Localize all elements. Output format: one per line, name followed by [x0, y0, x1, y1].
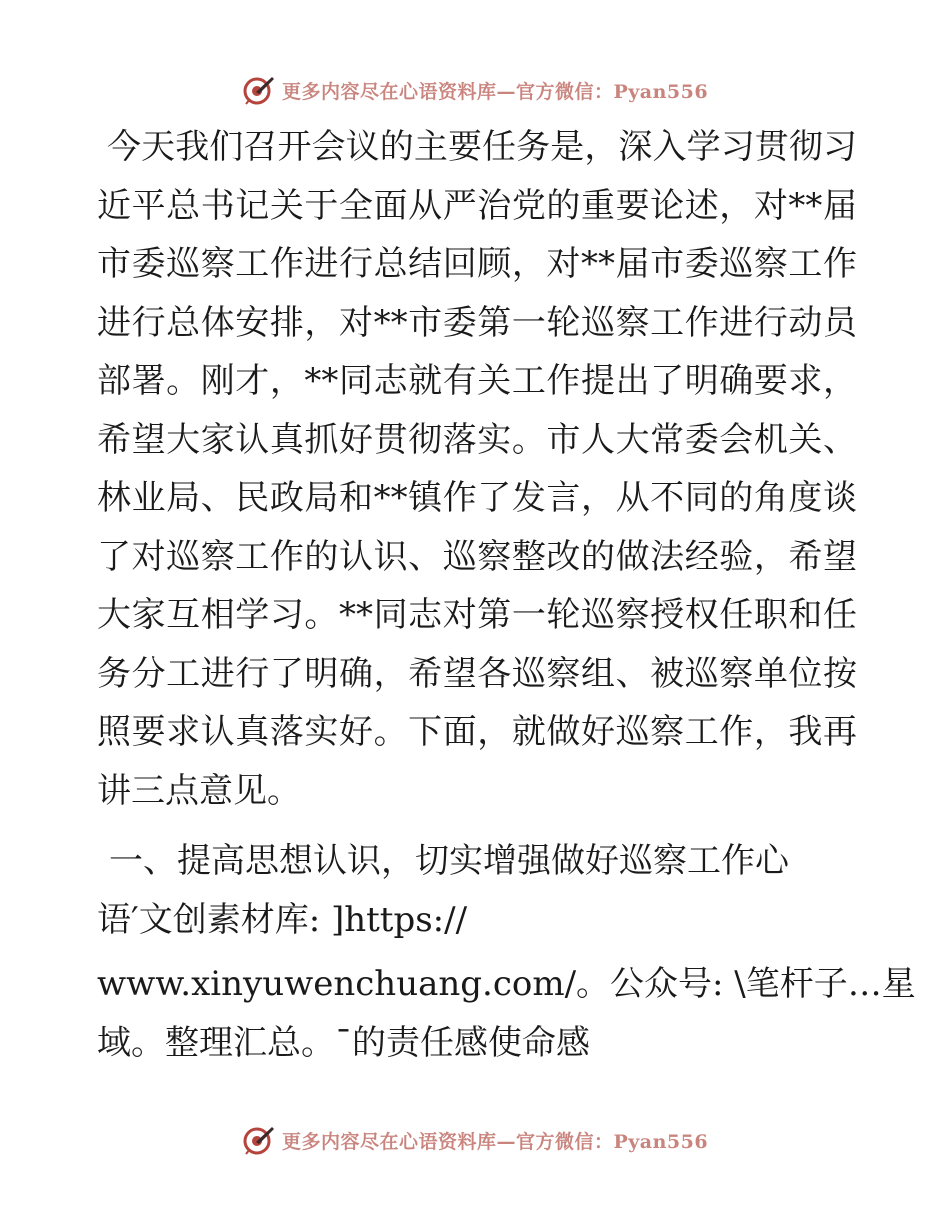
document-body [97, 118, 916, 1072]
body-line: 语′文创素材库: ]https:// [97, 899, 468, 940]
pen-circle-logo-icon [242, 73, 276, 107]
body-paragraph: 今天我们召开会议的主要任务是，深入学习贯彻习近平总书记关于全面从严治党的重要论述，对**届市委巡察工作进行总结回顾，对**届市委巡察工作进行总体安排，对**市委第一轮巡察工作进行动员部署。刚才，**同志就有关工作提出了明确要求，希望大家认真抓好贯彻落实。市人大常委会机关、林业局、民政局和**镇作了发言，从不同的角度谈了对巡察工作的认识、巡察整改的做法经验，希望大家互相学习。**同志对第一轮巡察授权任职和任务分工进行了明确，希望各巡察组、被巡察单位按照要求认真落实好。下面，就做好巡察工作，我再讲三点意见。 [97, 127, 857, 811]
header-watermark-banner [0, 70, 950, 110]
banner-text: 更多内容尽在心语资料库—官方微信：Pyan556 [281, 1130, 709, 1153]
section-heading: 一、提高思想认识，切实增强做好巡察工作心 [109, 841, 789, 881]
pen-circle-logo-icon [242, 1123, 276, 1157]
body-line: 域。整理汇总。¯的责任感使命感 [97, 1022, 590, 1063]
footer-watermark-banner [0, 1120, 950, 1160]
banner-text: 更多内容尽在心语资料库—官方微信：Pyan556 [281, 80, 709, 103]
body-line: www.xinyuwenchuang.com/。公众号: \笔杆子…星 [97, 964, 916, 1004]
